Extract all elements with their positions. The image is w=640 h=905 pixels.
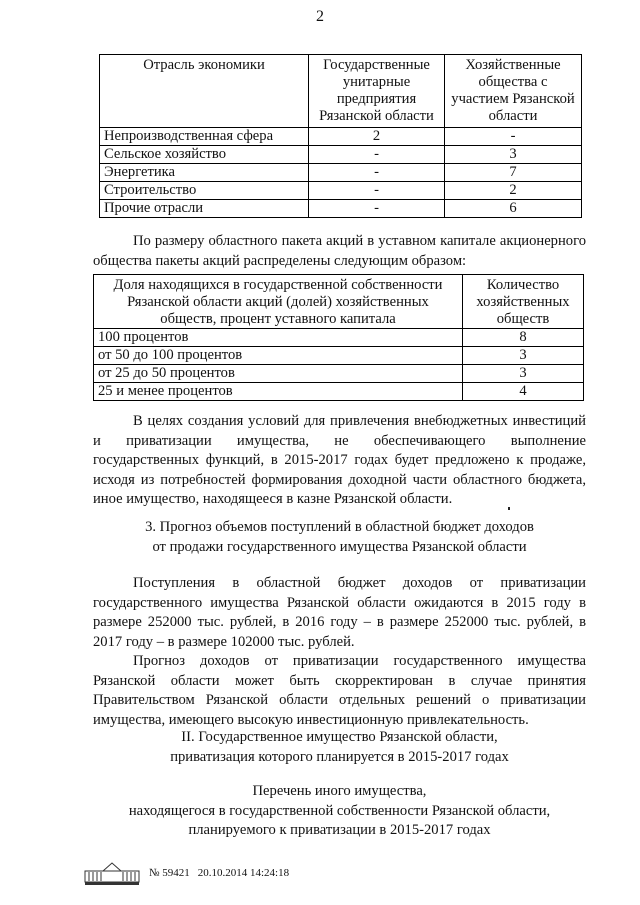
table-row — [94, 365, 584, 383]
row-label: от 50 до 100 процентов — [94, 347, 463, 365]
heading-line: II. Государственное имущество Рязанской области, — [181, 729, 498, 745]
heading-line: Перечень иного имущества, — [252, 783, 427, 799]
row-value-count: 8 — [463, 329, 584, 347]
paragraph-revenue-forecast: Поступления в областной бюджет доходов от приватизации государственного имущества Рязанской области ожидаются в 2015 году в размере 252000 тыс. рублей, в 2016 году – в размере 252000 тыс. рублей, в 2017 году – в размере 102000 тыс. рублей. — [93, 575, 586, 650]
row-label: Строительство — [100, 182, 309, 200]
page-number: 2 — [316, 8, 324, 25]
table-row — [100, 146, 582, 164]
heading-line: находящегося в государственной собственности Рязанской области, — [128, 802, 551, 819]
paragraph-share-distribution: По размеру областного пакета акций в уставном капитале акционерного общества пакеты акций распределены следующим образом: — [93, 233, 586, 269]
col-header-state-enterprises: Государственные унитарные предприятия Рязанской области — [309, 55, 445, 128]
col-header-business-companies: Хозяйственные общества с участием Рязанской области — [445, 55, 582, 128]
table-row — [100, 182, 582, 200]
document-footer — [83, 860, 289, 886]
table-header-row — [100, 55, 582, 128]
heading-line: 3. Прогноз объемов поступлений в областной бюджет доходов — [145, 519, 534, 535]
row-label: 25 и менее процентов — [94, 383, 463, 401]
share-table — [93, 274, 584, 401]
building-emblem-icon — [83, 860, 141, 886]
row-label: Энергетика — [100, 164, 309, 182]
row-value-companies: 3 — [445, 146, 582, 164]
row-value-enterprises: - — [309, 200, 445, 218]
paragraph-forecast-adjustment: Прогноз доходов от приватизации государственного имущества Рязанской области может быть скорректирован в случае принятия Правительством Рязанской области отдельных решений о приватизации имущества, имеющего высокую инвестиционную привлекательность. — [93, 653, 586, 728]
row-value-count: 4 — [463, 383, 584, 401]
industry-table — [99, 54, 582, 218]
row-label: от 25 до 50 процентов — [94, 365, 463, 383]
table-row — [94, 347, 584, 365]
property-list-heading — [93, 782, 586, 841]
paragraph-investment-conditions: В целях создания условий для привлечения внебюджетных инвестиций и приватизации имущества, не обеспечивающего выполнение государственных функций, в 2015-2017 годах будет предложено к продаже, исходя из потребностей формирования доходной части областного бюджета, иное имущество, находящееся в казне Рязанской области. — [93, 413, 586, 507]
heading-line: планируемого к приватизации в 2015-2017 годах — [188, 822, 491, 838]
col-header-share: Доля находящихся в государственной собственности Рязанской области акций (долей) хозяйственных обществ, процент уставного капитала — [94, 275, 463, 329]
doc-datetime: 20.10.2014 14:24:18 — [197, 867, 290, 879]
section-3-heading — [93, 518, 586, 557]
row-label: Сельское хозяйство — [100, 146, 309, 164]
heading-line: от продажи государственного имущества Рязанской области — [152, 538, 527, 555]
table-row — [100, 200, 582, 218]
doc-number: № 59421 — [149, 867, 190, 879]
row-value-companies: 7 — [445, 164, 582, 182]
row-label: Прочие отрасли — [100, 200, 309, 218]
section-ii-heading — [93, 728, 586, 767]
row-value-companies: - — [445, 128, 582, 146]
stray-mark — [508, 507, 510, 510]
row-value-enterprises: 2 — [309, 128, 445, 146]
col-header-count: Количество хозяйственных обществ — [463, 275, 584, 329]
heading-line: приватизация которого планируется в 2015-2017 годах — [170, 748, 509, 765]
table-header-row — [94, 275, 584, 329]
row-value-enterprises: - — [309, 182, 445, 200]
row-value-companies: 2 — [445, 182, 582, 200]
table-row — [100, 164, 582, 182]
row-value-count: 3 — [463, 365, 584, 383]
table-row — [100, 128, 582, 146]
row-value-count: 3 — [463, 347, 584, 365]
row-label: Непроизводственная сфера — [100, 128, 309, 146]
row-value-enterprises: - — [309, 146, 445, 164]
row-value-enterprises: - — [309, 164, 445, 182]
table-row — [94, 383, 584, 401]
row-label: 100 процентов — [94, 329, 463, 347]
col-header-industry: Отрасль экономики — [100, 55, 309, 128]
table-row — [94, 329, 584, 347]
row-value-companies: 6 — [445, 200, 582, 218]
